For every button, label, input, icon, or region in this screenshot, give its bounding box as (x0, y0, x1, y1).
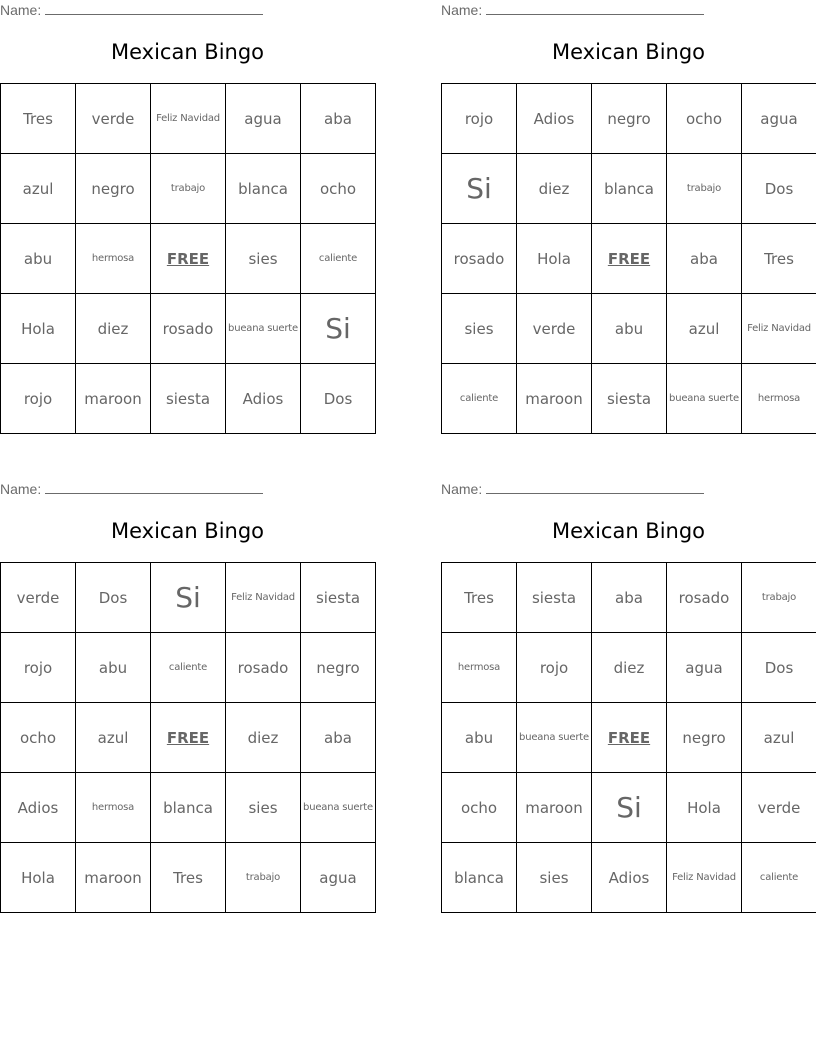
bingo-cell[interactable]: maroon (517, 773, 592, 843)
bingo-cell[interactable]: Feliz Navidad (742, 294, 816, 364)
bingo-cell[interactable]: Si (301, 294, 376, 364)
bingo-cell[interactable]: negro (667, 703, 742, 773)
bingo-cell[interactable]: Tres (442, 563, 517, 633)
bingo-cell[interactable]: hermosa (442, 633, 517, 703)
bingo-cell[interactable]: hermosa (76, 773, 151, 843)
bingo-cell[interactable]: diez (592, 633, 667, 703)
bingo-cell[interactable]: aba (301, 703, 376, 773)
bingo-cell[interactable]: aba (592, 563, 667, 633)
grid-row (1, 364, 376, 434)
bingo-cell[interactable]: Adios (592, 843, 667, 913)
bingo-cell[interactable]: rojo (442, 84, 517, 154)
free-space-cell[interactable]: FREE (151, 703, 226, 773)
card-title: Mexican Bingo (110, 40, 265, 64)
name-field[interactable] (441, 481, 704, 497)
bingo-cell[interactable]: bueana suerte (667, 364, 742, 434)
name-blank-line[interactable] (45, 2, 263, 15)
bingo-cell[interactable]: azul (76, 703, 151, 773)
grid-row (1, 633, 376, 703)
grid-row (442, 633, 816, 703)
bingo-cell[interactable]: abu (1, 224, 76, 294)
bingo-cell[interactable]: rosado (442, 224, 517, 294)
bingo-grid (0, 83, 376, 434)
bingo-cell[interactable]: maroon (76, 364, 151, 434)
bingo-cell[interactable]: ocho (442, 773, 517, 843)
bingo-cell[interactable]: negro (592, 84, 667, 154)
bingo-cell[interactable]: caliente (742, 843, 816, 913)
name-blank-line[interactable] (486, 2, 704, 15)
grid-row (1, 703, 376, 773)
bingo-cell[interactable]: abu (592, 294, 667, 364)
bingo-cell[interactable]: Feliz Navidad (226, 563, 301, 633)
grid-row (1, 84, 376, 154)
bingo-cell[interactable]: rojo (1, 364, 76, 434)
bingo-cell[interactable]: agua (226, 84, 301, 154)
bingo-cell[interactable]: Feliz Navidad (667, 843, 742, 913)
grid-row (442, 294, 816, 364)
bingo-cell[interactable]: diez (517, 154, 592, 224)
bingo-cell[interactable]: caliente (151, 633, 226, 703)
bingo-cell[interactable]: Tres (742, 224, 816, 294)
name-field[interactable] (0, 2, 263, 18)
bingo-cell[interactable]: trabajo (742, 563, 816, 633)
bingo-cell[interactable]: rosado (667, 563, 742, 633)
free-space-cell[interactable]: FREE (592, 703, 667, 773)
bingo-cell[interactable]: trabajo (226, 843, 301, 913)
grid-row (442, 154, 816, 224)
bingo-cell[interactable]: Adios (1, 773, 76, 843)
bingo-cell[interactable]: verde (517, 294, 592, 364)
bingo-cell[interactable]: Si (442, 154, 517, 224)
grid-row (1, 843, 376, 913)
bingo-cell[interactable]: bueana suerte (301, 773, 376, 843)
bingo-cell[interactable]: siesta (301, 563, 376, 633)
bingo-cell[interactable]: ocho (667, 84, 742, 154)
bingo-cell[interactable]: Dos (301, 364, 376, 434)
bingo-cell[interactable]: caliente (442, 364, 517, 434)
free-space-cell[interactable]: FREE (592, 224, 667, 294)
bingo-cell[interactable]: verde (76, 84, 151, 154)
grid-row (1, 224, 376, 294)
bingo-cell[interactable]: Hola (517, 224, 592, 294)
bingo-cell[interactable]: hermosa (742, 364, 816, 434)
grid-row (1, 294, 376, 364)
bingo-cell[interactable]: maroon (76, 843, 151, 913)
bingo-cell[interactable]: negro (301, 633, 376, 703)
bingo-cell[interactable]: azul (667, 294, 742, 364)
bingo-cell[interactable]: Tres (151, 843, 226, 913)
bingo-cell[interactable]: Feliz Navidad (151, 84, 226, 154)
bingo-cell[interactable]: sies (226, 224, 301, 294)
bingo-cell[interactable]: Hola (667, 773, 742, 843)
bingo-cell[interactable]: trabajo (151, 154, 226, 224)
bingo-cell[interactable]: Dos (742, 154, 816, 224)
bingo-cell[interactable]: agua (742, 84, 816, 154)
bingo-cell[interactable]: verde (1, 563, 76, 633)
bingo-cell[interactable]: bueana suerte (226, 294, 301, 364)
bingo-cell[interactable]: diez (226, 703, 301, 773)
bingo-cell[interactable]: siesta (517, 563, 592, 633)
grid-row (1, 773, 376, 843)
bingo-cell[interactable]: siesta (592, 364, 667, 434)
bingo-cell[interactable]: Adios (517, 84, 592, 154)
bingo-cell[interactable]: azul (742, 703, 816, 773)
bingo-cell[interactable]: rojo (517, 633, 592, 703)
grid-row (1, 563, 376, 633)
bingo-cell[interactable]: Tres (1, 84, 76, 154)
bingo-cell[interactable]: Hola (1, 843, 76, 913)
grid-row (1, 154, 376, 224)
grid-row (442, 563, 816, 633)
bingo-cell[interactable]: rosado (151, 294, 226, 364)
bingo-grid (441, 562, 816, 913)
bingo-cell[interactable]: blanca (226, 154, 301, 224)
bingo-cell[interactable]: diez (76, 294, 151, 364)
bingo-cell[interactable]: Dos (76, 563, 151, 633)
bingo-cell[interactable]: azul (1, 154, 76, 224)
bingo-cell[interactable]: ocho (301, 154, 376, 224)
bingo-cell[interactable]: aba (667, 224, 742, 294)
name-label: Name: (441, 2, 483, 18)
grid-row (442, 364, 816, 434)
free-space-cell[interactable]: FREE (151, 224, 226, 294)
card-title: Mexican Bingo (551, 519, 706, 543)
bingo-cell[interactable]: negro (76, 154, 151, 224)
name-label: Name: (441, 481, 483, 497)
card-title: Mexican Bingo (551, 40, 706, 64)
bingo-cell[interactable]: agua (301, 843, 376, 913)
bingo-cell[interactable]: sies (517, 843, 592, 913)
bingo-cell[interactable]: sies (442, 294, 517, 364)
grid-row (442, 773, 816, 843)
bingo-cell[interactable]: verde (742, 773, 816, 843)
name-label: Name: (0, 481, 42, 497)
name-label: Name: (0, 2, 42, 18)
bingo-cell[interactable]: Adios (226, 364, 301, 434)
name-field[interactable] (441, 2, 704, 18)
bingo-cell[interactable]: hermosa (76, 224, 151, 294)
bingo-cell[interactable]: rojo (1, 633, 76, 703)
bingo-cell[interactable]: Si (151, 563, 226, 633)
bingo-cell[interactable]: sies (226, 773, 301, 843)
bingo-cell[interactable]: blanca (151, 773, 226, 843)
bingo-cell[interactable]: blanca (442, 843, 517, 913)
bingo-cell[interactable]: abu (76, 633, 151, 703)
bingo-cell[interactable]: blanca (592, 154, 667, 224)
grid-row (442, 703, 816, 773)
bingo-cell[interactable]: siesta (151, 364, 226, 434)
bingo-cell[interactable]: trabajo (667, 154, 742, 224)
bingo-grid (0, 562, 376, 913)
bingo-grid (441, 83, 816, 434)
bingo-cell[interactable]: agua (667, 633, 742, 703)
grid-row (442, 224, 816, 294)
bingo-cell[interactable]: Dos (742, 633, 816, 703)
bingo-cell[interactable]: rosado (226, 633, 301, 703)
grid-row (442, 84, 816, 154)
bingo-cell[interactable]: abu (442, 703, 517, 773)
bingo-cell[interactable]: aba (301, 84, 376, 154)
bingo-cell[interactable]: Si (592, 773, 667, 843)
bingo-cell[interactable]: ocho (1, 703, 76, 773)
bingo-cell[interactable]: Hola (1, 294, 76, 364)
name-field[interactable] (0, 481, 263, 497)
bingo-cell[interactable]: caliente (301, 224, 376, 294)
bingo-cell[interactable]: bueana suerte (517, 703, 592, 773)
name-blank-line[interactable] (45, 481, 263, 494)
bingo-cell[interactable]: maroon (517, 364, 592, 434)
name-blank-line[interactable] (486, 481, 704, 494)
card-title: Mexican Bingo (110, 519, 265, 543)
grid-row (442, 843, 816, 913)
